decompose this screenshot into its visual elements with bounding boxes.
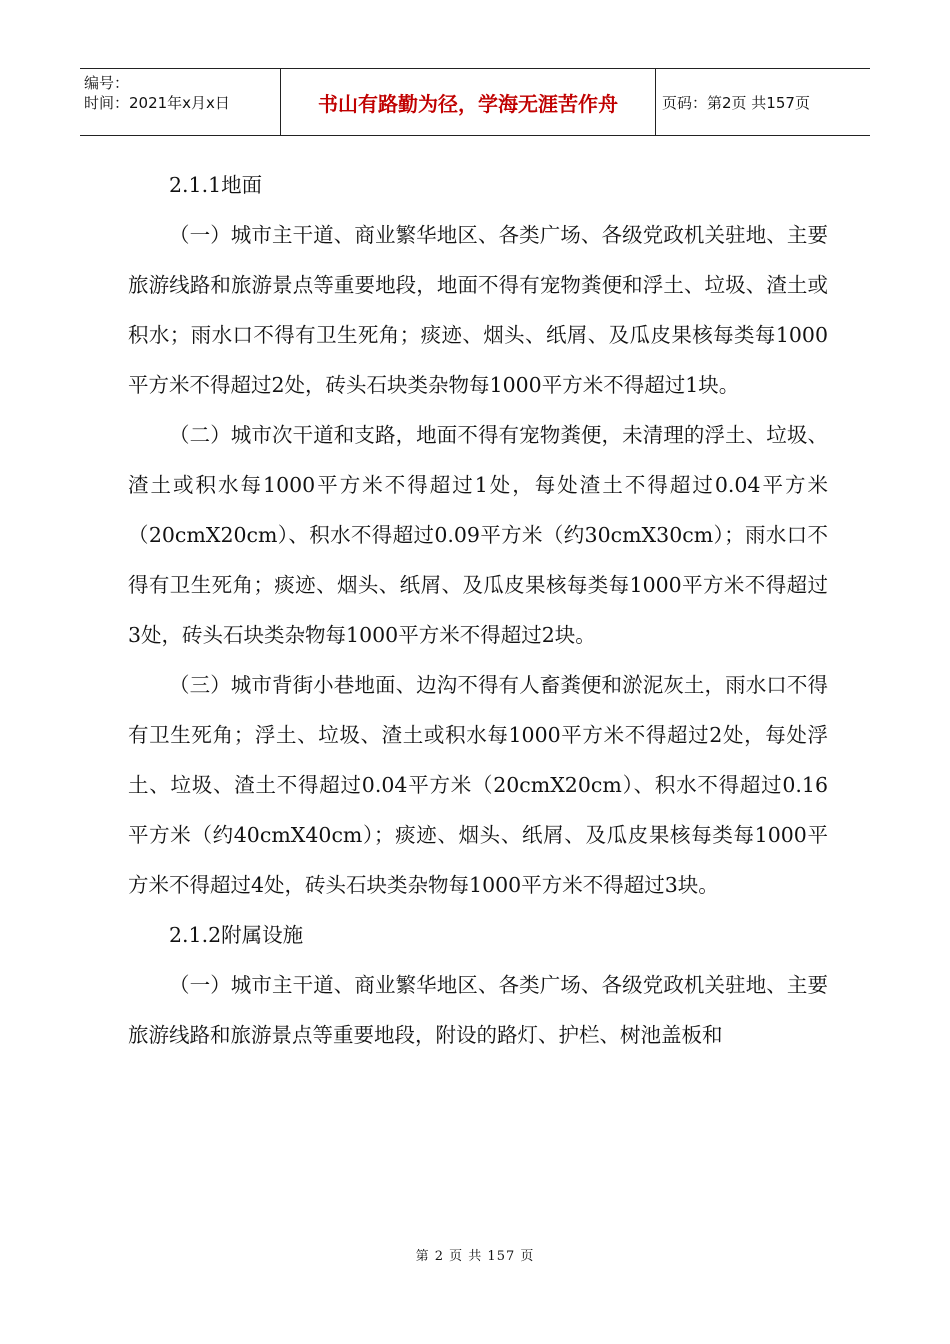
paragraph-1: （一）城市主干道、商业繁华地区、各类广场、各级党政机关驻地、主要旅游线路和旅游景点等重要地段，地面不得有宠物粪便和浮土、垃圾、渣土或积水；雨水口不得有卫生死角；痰迹、烟头、纸屑、及瓜皮果核每类每1000平方米不得超过2处，砖头石块类杂物每1000平方米不得超过1块。 <box>128 223 828 397</box>
document-number-label: 编号： <box>84 74 130 92</box>
header-page-info: 页码：第2页 共157页 <box>662 93 810 112</box>
paragraph-3: （三）城市背街小巷地面、边沟不得有人畜粪便和淤泥灰土，雨水口不得有卫生死角；浮土、垃圾、渣土或积水每1000平方米不得超过2处，每处浮土、垃圾、渣土不得超过0.04平方米（20cmX20cm）、积水不得超过0.16平方米（约40cmX40cm）；痰迹、烟头、纸屑、及瓜皮果核每类每1000平方米不得超过4处，砖头石块类杂物每1000平方米不得超过3块。 <box>128 673 828 897</box>
header-motto: 书山有路勤为径，学海无涯苦作舟 <box>281 69 656 135</box>
page-header <box>80 68 870 136</box>
page-footer: 第 2 页 共 157 页 <box>415 1249 535 1264</box>
document-body <box>128 160 828 1060</box>
document-date: 时间：2021年x月x日 <box>84 94 230 112</box>
paragraph-2: （二）城市次干道和支路，地面不得有宠物粪便，未清理的浮土、垃圾、渣土或积水每1000平方米不得超过1处，每处渣土不得超过0.04平方米（20cmX20cm）、积水不得超过0.09平方米（约30cmX30cm）；雨水口不得有卫生死角；痰迹、烟头、纸屑、及瓜皮果核每类每1000平方米不得超过3处，砖头石块类杂物每1000平方米不得超过2块。 <box>128 423 828 647</box>
section-heading-2-1-1: 2.1.1地面 <box>169 173 263 197</box>
paragraph-4: （一）城市主干道、商业繁华地区、各类广场、各级党政机关驻地、主要旅游线路和旅游景点等重要地段，附设的路灯、护栏、树池盖板和 <box>128 973 828 1047</box>
header-meta <box>80 69 281 135</box>
section-heading-2-1-2: 2.1.2附属设施 <box>169 923 304 947</box>
